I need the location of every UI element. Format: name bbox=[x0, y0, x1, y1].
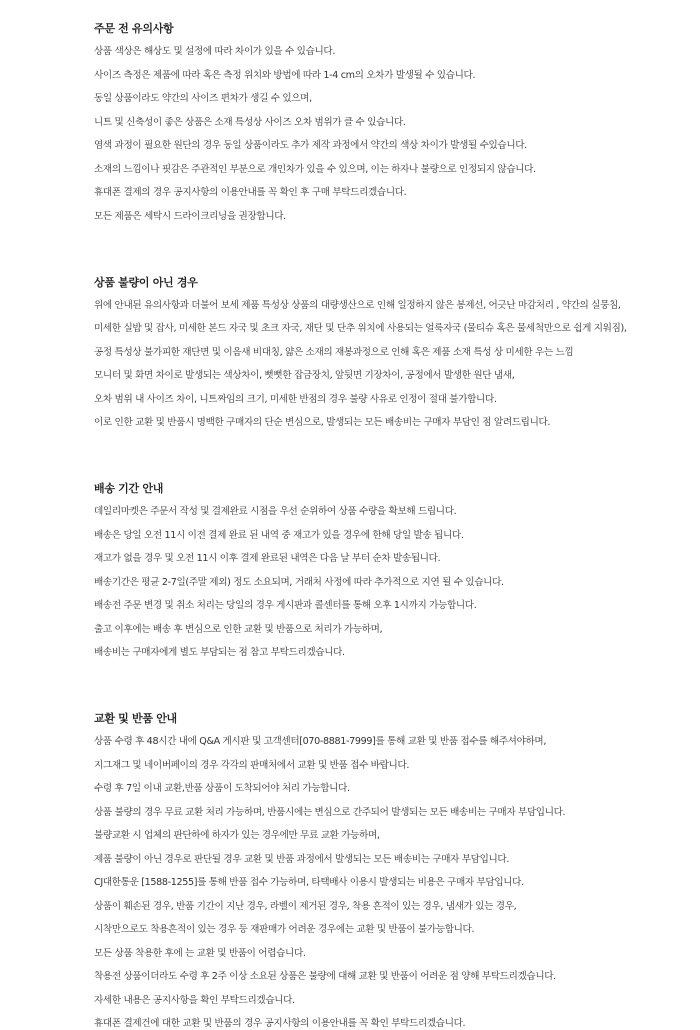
notice-line: 제품 불량이 아닌 경우로 판단될 경우 교환 및 반품 과정에서 발생되는 모든 배송비는 구매자 부담입니다. bbox=[94, 853, 510, 865]
notice-line: 데일리마켓은 주문서 작성 및 결제완료 시점을 우선 순위하여 상품 수량을 확보해 드립니다. bbox=[94, 506, 457, 517]
notice-line: 사이즈 측정은 제품에 따라 혹은 측정 위치와 방법에 따라 1-4 cm의 오차가 발생될 수 있습니다. bbox=[94, 69, 476, 81]
notice-line: 이로 인한 교환 및 반품시 명백한 구매자의 단순 변심으로, 발생되는 모든 배송비는 구매자 부담인 점 알려드립니다. bbox=[94, 417, 551, 428]
notice-line: 배송전 주문 변경 및 취소 처리는 당일의 경우 게시판과 콜센터를 통해 오후 1시까지 가능합니다. bbox=[94, 600, 477, 611]
notice-line: 위에 안내된 유의사항과 더불어 보세 제품 특성상 상품의 대량생산으로 인해 일정하지 않은 봉제선, 어긋난 마감처리 , 약간의 실뭉침, bbox=[94, 299, 621, 311]
notice-line: 오차 범위 내 사이즈 차이, 니트짜임의 크기, 미세한 반점의 경우 불량 사유로 인정이 절대 불가합니다. bbox=[94, 393, 497, 405]
notice-line: 휴대폰 결제의 경우 공지사항의 이용안내를 꼭 확인 후 구매 부탁드리겠습니다. bbox=[94, 187, 407, 198]
notice-line: 모든 제품은 세탁시 드라이크리닝을 권장합니다. bbox=[94, 210, 286, 222]
notice-line: 소재의 느낌이나 핏감은 주관적인 부분으로 개인차가 있을 수 있으며, 이는 하자나 불량으로 인정되지 않습니다. bbox=[94, 163, 536, 175]
notice-line: 착용전 상품이더라도 수령 후 2주 이상 소요된 상품은 불량에 대해 교환 및 반품이 어려운 점 양해 부탁드리겠습니다. bbox=[94, 971, 556, 982]
section-title: 상품 불량이 아닌 경우 bbox=[94, 275, 198, 289]
notice-line: 자세한 내용은 공지사항을 확인 부탁드리겠습니다. bbox=[94, 994, 295, 1006]
section-title: 교환 및 반품 안내 bbox=[94, 712, 177, 725]
notice-line: 배송기간은 평균 2-7일(주말 제외) 정도 소요되며, 거래처 사정에 따라 추가적으로 지연 될 수 있습니다. bbox=[94, 576, 504, 588]
notice-line: 재고가 없을 경우 및 오전 11시 이후 결제 완료된 내역은 다음 날 부터 순차 발송됩니다. bbox=[94, 553, 441, 564]
notice-line: 휴대폰 결제건에 대한 교환 및 반품의 경우 공지사항의 이용안내를 꼭 확인 부탁드리겠습니다. bbox=[94, 1018, 466, 1029]
notice-line: 출고 이후에는 배송 후 변심으로 인한 교환 및 반품으로 처리가 가능하며, bbox=[94, 623, 383, 635]
notice-line: CJ대한통운 [1588-1255]를 통해 반품 접수 가능하며, 타택배사 이용시 발생되는 비용은 구매자 부담입니다. bbox=[94, 877, 524, 888]
notice-line: 동일 상품이라도 약간의 사이즈 편차가 생길 수 있으며, bbox=[94, 93, 312, 104]
notice-line: 상품 불량의 경우 무료 교환 처리 가능하며, 반품시에는 변심으로 간주되어 발생되는 모든 배송비는 구매자 부담입니다. bbox=[94, 806, 566, 818]
notice-line: 공정 특성상 불가피한 재단면 및 이음새 비대칭, 얇은 소재의 재봉과정으로 인해 혹은 제품 소재 특성 상 미세한 우는 느낌 bbox=[94, 346, 574, 358]
notice-line: 미세한 실밥 및 잡사, 미세한 본드 자국 및 초크 자국, 재단 및 단추 위치에 사용되는 얼룩자국 (물티슈 혹은 물세척만으로 쉽게 지워짐), bbox=[94, 323, 627, 334]
notice-line: 배송은 당일 오전 11시 이전 결제 완료 된 내역 중 재고가 있을 경우에 한해 당일 발송 됩니다. bbox=[94, 529, 464, 541]
notice-line: 모니터 및 화면 차이로 발생되는 색상차이, 뻣뻣한 잡금장치, 앞뒷면 기장차이, 공정에서 발생한 원단 냄새, bbox=[94, 370, 515, 381]
notice-line: 시착만으로도 착용흔적이 있는 경우 등 재판매가 어려운 경우에는 교환 및 반품이 불가능합니다. bbox=[94, 924, 475, 935]
notice-line: 불량교환 시 업체의 판단하에 하자가 있는 경우에만 무료 교환 가능하며, bbox=[94, 830, 380, 841]
section-title: 주문 전 유의사항 bbox=[94, 22, 174, 35]
notice-line: 배송비는 구매자에게 별도 부담되는 점 참고 부탁드리겠습니다. bbox=[94, 647, 345, 658]
notice-line: 상품이 훼손된 경우, 반품 기간이 지난 경우, 라벨이 제거된 경우, 착용 흔적이 있는 경우, 냄새가 있는 경우, bbox=[94, 900, 517, 912]
section-order-precautions bbox=[94, 22, 700, 223]
notice-line: 지그재그 및 네이버페이의 경우 각각의 판매처에서 교환 및 반품 접수 바랍니다. bbox=[94, 759, 410, 771]
section-title: 배송 기간 안내 bbox=[94, 482, 164, 495]
notice-line: 상품 수령 후 48시간 내에 Q&A 게시판 및 고객센터[070-8881-7999]를 통해 교환 및 반품 접수를 해주셔야하며, bbox=[94, 736, 547, 747]
notice-line: 수령 후 7일 이내 교환,반품 상품이 도착되어야 처리 가능합니다. bbox=[94, 783, 350, 794]
notice-line: 상품 색상은 해상도 및 설정에 따라 차이가 있을 수 있습니다. bbox=[94, 46, 336, 57]
section-not-defective bbox=[94, 276, 700, 430]
notice-line: 모든 상품 착용한 후에 는 교환 및 반품이 어렵습니다. bbox=[94, 947, 306, 959]
notice-line: 염색 과정이 필요한 원단의 경우 동일 상품이라도 추가 제작 과정에서 약간의 색상 차이가 발생될 수있습니다. bbox=[94, 140, 527, 151]
section-shipping-period bbox=[94, 482, 700, 659]
section-exchange-return bbox=[94, 712, 700, 1030]
notice-line: 니트 및 신축성이 좋은 상품은 소재 특성상 사이즈 오차 범위가 클 수 있습니다. bbox=[94, 116, 406, 128]
